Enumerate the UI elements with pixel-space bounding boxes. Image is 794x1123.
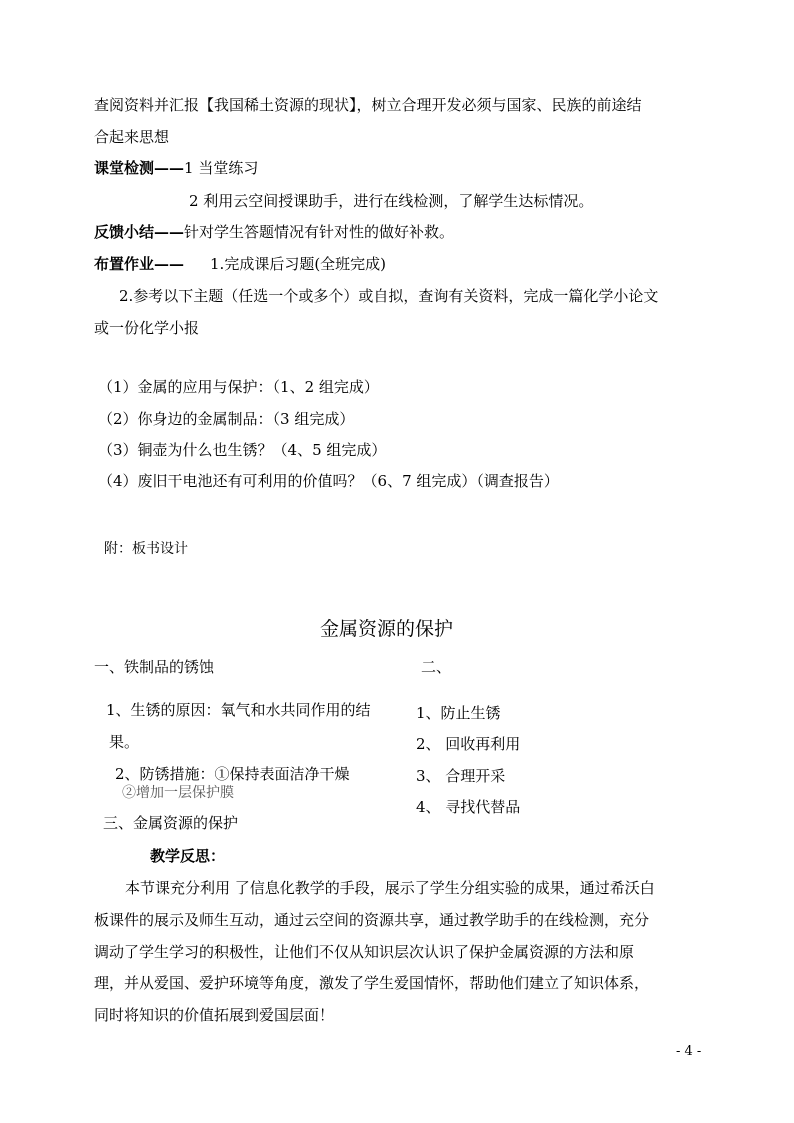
topic-item: （3）铜壶为什么也生锈？（4、5 组完成） <box>98 441 387 459</box>
topic-item: （2）你身边的金属制品：（3 组完成） <box>98 410 355 428</box>
homework-item-2-line-1: 2.参考以下主题（任选一个或多个）或自拟，查询有关资料，完成一篇化学小论文 <box>119 287 659 305</box>
intro-line-1: 查阅资料并汇报【我国稀土资源的现状】，树立合理开发必须与国家、民族的前途结 <box>94 96 642 114</box>
board-heading-1: 一、铁制品的锈蚀 <box>94 658 215 676</box>
homework-line <box>94 254 386 274</box>
board-right-item: 2、 回收再利用 <box>416 735 521 753</box>
page-number: - 4 - <box>676 1044 702 1059</box>
rust-prevention-line: 2、防锈措施：①保持表面洁净干燥 <box>115 765 350 783</box>
board-right-item: 3、 合理开采 <box>416 767 506 785</box>
topic-item: （4）废旧干电池还有可利用的价值吗？（6、7 组完成）（调查报告） <box>98 472 559 490</box>
reflection-line: 板课件的展示及师生互动，通过云空间的资源共享，通过教学助手的在线检测，充分 <box>94 911 650 929</box>
reflection-line: 理，并从爱国、爱护环境等角度，激发了学生爱国情怀，帮助他们建立了知识体系， <box>94 974 650 992</box>
board-heading-2: 二、 <box>421 658 452 676</box>
board-right-item: 4、 寻找代替品 <box>416 798 521 816</box>
rust-prevention-line-2: ②增加一层保护膜 <box>122 785 234 801</box>
homework-item-1: 1.完成课后习题(全班完成) <box>210 255 387 273</box>
board-right-item: 1、防止生锈 <box>416 704 501 722</box>
feedback-line <box>94 222 454 242</box>
class-test-label: 课堂检测—— <box>94 159 185 177</box>
topic-item: （1）金属的应用与保护：（1、2 组完成） <box>98 378 379 396</box>
appendix-label: 附：板书设计 <box>104 541 188 557</box>
class-test-line <box>94 158 258 178</box>
homework-item-2-line-2: 或一份化学小报 <box>94 319 200 337</box>
reflection-line: 同时将知识的价值拓展到爱国层面！ <box>94 1006 335 1024</box>
board-title: 金属资源的保护 <box>320 618 454 640</box>
reflection-line: 调动了学生学习的积极性，让他们不仅从知识层次认识了保护金属资源的方法和原 <box>94 943 635 961</box>
board-heading-3: 三、金属资源的保护 <box>103 814 239 832</box>
intro-line-2: 合起来思想 <box>94 128 170 146</box>
class-test-item-2: 2 利用云空间授课助手，进行在线检测，了解学生达标情况。 <box>189 192 594 210</box>
homework-label: 布置作业—— <box>94 255 185 273</box>
reflection-line: 本节课充分利用 了信息化教学的手段，展示了学生分组实验的成果，通过希沃白 <box>125 879 655 897</box>
feedback-text: 针对学生答题情况有针对性的做好补救。 <box>184 223 455 241</box>
reflection-heading: 教学反思： <box>150 847 226 865</box>
class-test-item-1: 1 当堂练习 <box>184 159 259 177</box>
feedback-label: 反馈小结—— <box>94 223 185 241</box>
rust-cause-line-2: 果。 <box>109 733 140 751</box>
rust-cause-line-1: 1、生锈的原因：氧气和水共同作用的结 <box>106 701 371 719</box>
